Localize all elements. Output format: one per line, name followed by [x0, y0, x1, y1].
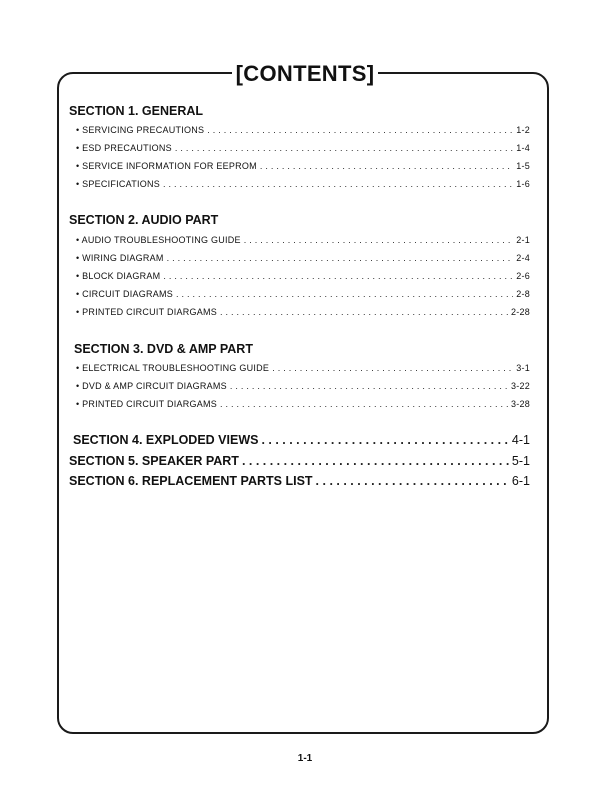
leader-dots [244, 235, 513, 245]
toc-entry[interactable] [76, 399, 530, 409]
leader-dots [167, 253, 514, 263]
toc-entry-label: • ESD PRECAUTIONS [76, 143, 172, 153]
section-2-heading: SECTION 2. AUDIO PART [69, 213, 219, 227]
toc-entry-page: 2-6 [516, 271, 530, 281]
toc-entry-label: • PRINTED CIRCUIT DIARGAMS [76, 307, 217, 317]
toc-entry-page: 2-4 [516, 253, 530, 263]
leader-dots [175, 143, 513, 153]
toc-entry[interactable] [76, 289, 530, 299]
toc-entry-page: 1-2 [516, 125, 530, 135]
leader-dots [272, 363, 513, 373]
toc-entry-page: 3-22 [510, 381, 530, 391]
toc-main-label: SECTION 4. EXPLODED VIEWS [73, 433, 259, 447]
leader-dots [260, 161, 513, 171]
toc-entry[interactable] [76, 179, 530, 189]
toc-main-entry[interactable] [73, 433, 530, 447]
section-1-heading: SECTION 1. GENERAL [69, 104, 204, 118]
toc-entry-page: 2-28 [510, 307, 530, 317]
toc-entry-page: 1-5 [516, 161, 530, 171]
toc-entry-label: • SERVICING PRECAUTIONS [76, 125, 205, 135]
section-3-heading: SECTION 3. DVD & AMP PART [74, 342, 253, 356]
toc-entry-page: 2-1 [516, 235, 530, 245]
toc-main-label: SECTION 5. SPEAKER PART [69, 454, 239, 468]
toc-entry[interactable] [76, 381, 530, 391]
toc-main-entry[interactable] [69, 474, 530, 488]
toc-main-label: SECTION 6. REPLACEMENT PARTS LIST [69, 474, 313, 488]
leader-dots [207, 125, 513, 135]
toc-entry[interactable] [76, 363, 530, 373]
toc-entry[interactable] [76, 271, 530, 281]
leader-dots [220, 399, 508, 409]
leader-dots [176, 289, 513, 299]
toc-entry-label: • SERVICE INFORMATION FOR EEPROM [76, 161, 257, 171]
toc-entry-page: 2-8 [516, 289, 530, 299]
leader-dots [242, 454, 509, 468]
toc-entry[interactable] [76, 161, 530, 171]
leader-dots [163, 271, 513, 281]
leader-dots [230, 381, 508, 391]
toc-entry-page: 1-6 [516, 179, 530, 189]
leader-dots [163, 179, 513, 189]
toc-entry[interactable] [76, 307, 530, 317]
page-title: [CONTENTS] [232, 59, 378, 89]
toc-entry-label: • CIRCUIT DIAGRAMS [76, 289, 173, 299]
toc-entry-page: 1-4 [516, 143, 530, 153]
toc-main-page: 5-1 [511, 454, 530, 468]
toc-entry-label: • ELECTRICAL TROUBLESHOOTING GUIDE [76, 363, 270, 373]
toc-entry-label: • PRINTED CIRCUIT DIARGAMS [76, 399, 217, 409]
toc-entry-page: 3-1 [516, 363, 530, 373]
toc-entry-label: • DVD & AMP CIRCUIT DIAGRAMS [76, 381, 227, 391]
toc-entry[interactable] [76, 253, 530, 263]
toc-entry-label: • WIRING DIAGRAM [76, 253, 164, 263]
page-number: 1-1 [297, 753, 313, 764]
toc-entry[interactable] [76, 125, 530, 135]
toc-entry-label: • BLOCK DIAGRAM [76, 271, 161, 281]
toc-entry-label: • AUDIO TROUBLESHOOTING GUIDE [76, 235, 241, 245]
toc-main-entry[interactable] [69, 454, 530, 468]
toc-entry-page: 3-28 [510, 399, 530, 409]
toc-main-page: 4-1 [511, 433, 530, 447]
leader-dots [316, 474, 509, 488]
leader-dots [261, 433, 508, 447]
toc-entry-label: • SPECIFICATIONS [76, 179, 160, 189]
leader-dots [220, 307, 508, 317]
toc-entry[interactable] [76, 235, 530, 245]
toc-main-page: 6-1 [511, 474, 530, 488]
toc-entry[interactable] [76, 143, 530, 153]
